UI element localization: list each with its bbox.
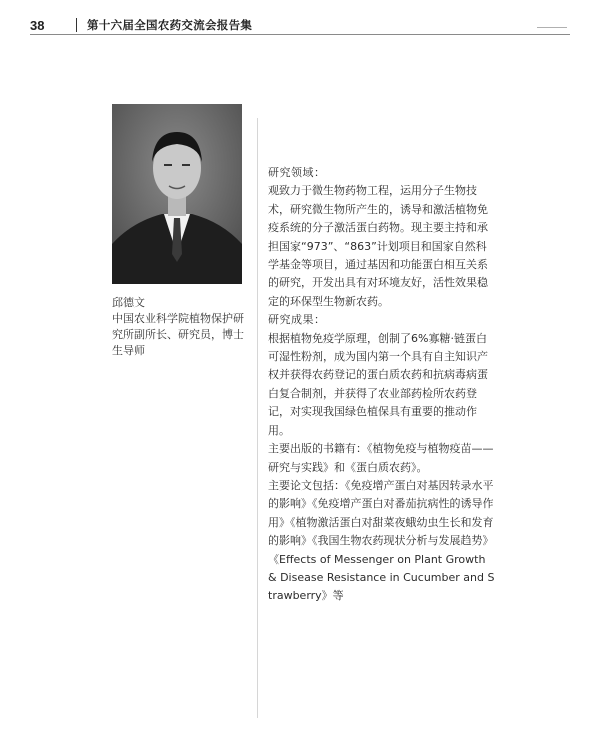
header-separator bbox=[76, 18, 77, 32]
person-affiliation: 中国农业科学院植物保护研究所副所长、研究员，博士生导师 bbox=[112, 312, 244, 357]
person-name: 邱德文 bbox=[112, 296, 145, 309]
page-number: 38 bbox=[30, 17, 45, 33]
column-divider bbox=[257, 118, 258, 718]
header-rule-mark bbox=[537, 27, 567, 28]
running-title: 第十六届全国农药交流会报告集 bbox=[87, 18, 253, 32]
portrait-photo bbox=[112, 104, 242, 284]
portrait-image bbox=[112, 104, 242, 284]
profile-column bbox=[112, 104, 252, 359]
page-header bbox=[30, 14, 570, 36]
research-results-label: 研究成果： bbox=[268, 313, 326, 327]
header-rule bbox=[30, 34, 570, 35]
papers-text: 主要论文包括：《免疫增产蛋白对基因转录水平的影响》《免疫增产蛋白对番茄抗病性的诱导作用》《植物激活蛋白对甜菜夜蛾幼虫生长和发育的影响》《我国生物农药现状分析与发展趋势》《Effects of Messenger on Plant Growth & Disease Resistance in Cucumber and Strawberry》等 bbox=[268, 478, 495, 603]
research-results-text: 根据植物免疫学原理，创制了6%寡糖·链蛋白可湿性粉剂，成为国内第一个具有自主知识产权并获得农药登记的蛋白质农药和抗病毒病蛋白复合制剂，并获得了农业部药检所农药登记，对实现我国绿色植保具有重要的推动作用。 bbox=[268, 331, 488, 437]
bio-text-column bbox=[268, 164, 496, 606]
research-field-label: 研究领域： bbox=[268, 166, 326, 179]
research-field-text: 观致力于微生物药物工程，运用分子生物技术，研究微生物所产生的，诱导和激活植物免疫系统的分子激活蛋白药物。现主要主持和承担国家“973”、“863”计划项目和国家自然科学基金等项目，通过基因和功能蛋白相互关系的研究，开发出具有对环境友好，活性效果稳定的环保型生物新农药。 bbox=[268, 184, 488, 308]
published-works-text: 主要出版的书籍有：《植物免疫与植物疫苗——研究与实践》和《蛋白质农药》。 bbox=[268, 442, 494, 474]
